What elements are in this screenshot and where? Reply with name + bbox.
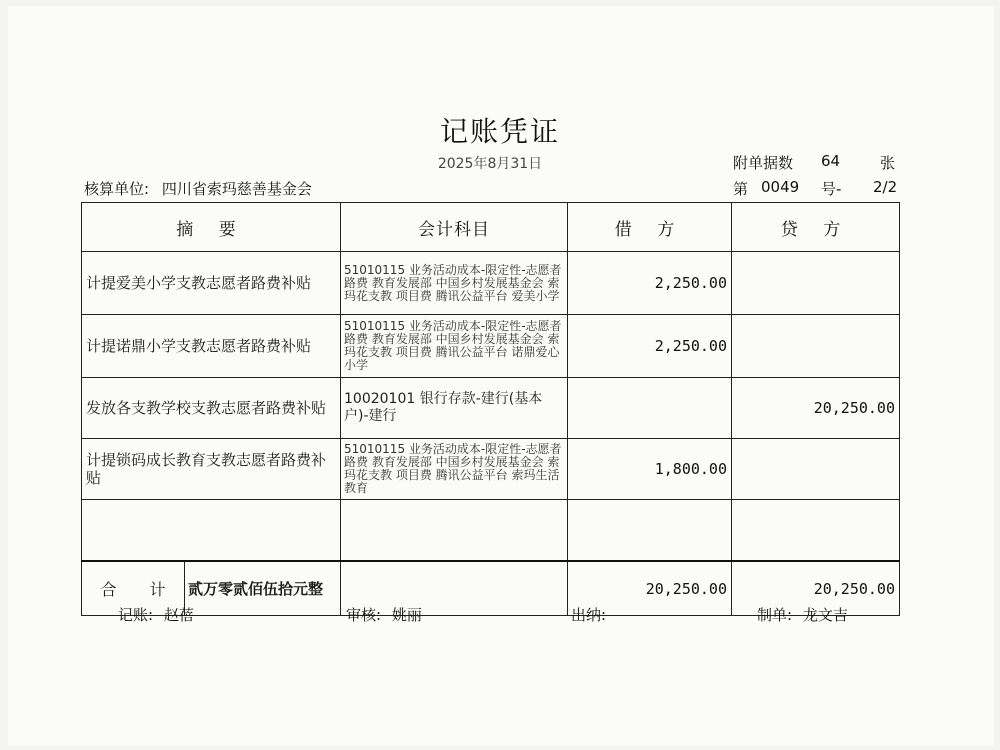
voucher-page: 2/2: [873, 178, 898, 196]
row-debit: 2,250.00: [568, 315, 732, 378]
accounting-unit-name: 四川省索玛慈善基金会: [161, 180, 312, 198]
table-header-row: [82, 203, 900, 252]
row-credit: [732, 439, 900, 500]
voucher-number-prefix: 第: [733, 180, 749, 198]
row-summary: 计提诺鼎小学支教志愿者路费补贴: [82, 315, 341, 378]
row-credit: [732, 252, 900, 315]
voucher-table: [81, 202, 900, 616]
row-account: 51010115 业务活动成本-限定性-志愿者路费 教育发展部 中国乡村发展基金会 索玛花支教 项目费 腾讯公益平台 索玛生活教育: [341, 439, 568, 500]
attachment-number: 64: [821, 152, 841, 170]
row-credit: [732, 500, 900, 562]
row-summary: 发放各支教学校支教志愿者路费补贴: [82, 378, 341, 439]
accounting-unit-label: 核算单位:: [84, 180, 150, 198]
cashier-label: 出纳:: [571, 606, 607, 624]
total-label: 合 计: [82, 562, 185, 615]
table-row: [82, 378, 900, 439]
row-debit: [568, 378, 732, 439]
preparer-label: 制单:: [757, 606, 793, 624]
attachment-label: 附单据数: [733, 154, 794, 172]
row-summary: 计提爱美小学支教志愿者路费补贴: [82, 252, 341, 315]
accounting-unit: [84, 178, 312, 199]
row-account: [341, 500, 568, 562]
preparer-name: 龙文吉: [802, 606, 848, 624]
voucher-date: 2025年8月31日: [437, 156, 543, 172]
table-row-empty: [82, 500, 900, 562]
header-credit: 贷 方: [732, 203, 900, 252]
header-account: 会计科目: [341, 203, 568, 252]
row-debit: 2,250.00: [568, 252, 732, 315]
preparer-sign: [757, 604, 848, 625]
bookkeeper-sign: [118, 604, 194, 625]
row-account: 51010115 业务活动成本-限定性-志愿者路费 教育发展部 中国乡村发展基金会 索玛花支教 项目费 腾讯公益平台 爱美小学: [341, 252, 568, 315]
attachment-count: [733, 152, 896, 173]
total-debit: 20,250.00: [568, 561, 732, 616]
attachment-unit: 张: [880, 154, 896, 172]
row-summary: 计提锁码成长教育支教志愿者路费补贴: [82, 439, 341, 500]
voucher-number-value: 0049: [761, 178, 800, 196]
row-debit: 1,800.00: [568, 439, 732, 500]
row-credit: 20,250.00: [732, 378, 900, 439]
reviewer-label: 审核:: [346, 606, 382, 624]
table-row: [82, 439, 900, 500]
reviewer-name: 姚丽: [391, 606, 422, 624]
row-credit: [732, 315, 900, 378]
table-row: [82, 252, 900, 315]
bookkeeper-label: 记账:: [118, 606, 154, 624]
reviewer-sign: [346, 604, 422, 625]
header-summary: 摘 要: [82, 203, 341, 252]
table-row: [82, 315, 900, 378]
total-amount-words: 贰万零贰佰伍拾元整: [188, 580, 324, 598]
voucher-title: 记账凭证: [439, 115, 560, 148]
row-summary: [82, 500, 341, 562]
cashier-sign: [571, 604, 612, 625]
row-debit: [568, 500, 732, 562]
bookkeeper-name: 赵蓓: [163, 606, 194, 624]
voucher-number-suffix: 号-: [821, 180, 842, 198]
row-account: 51010115 业务活动成本-限定性-志愿者路费 教育发展部 中国乡村发展基金会 索玛花支教 项目费 腾讯公益平台 诺鼎爱心小学: [341, 315, 568, 378]
header-debit: 借 方: [568, 203, 732, 252]
total-credit: 20,250.00: [732, 561, 900, 616]
row-account: 10020101 银行存款-建行(基本户)-建行: [341, 378, 568, 439]
